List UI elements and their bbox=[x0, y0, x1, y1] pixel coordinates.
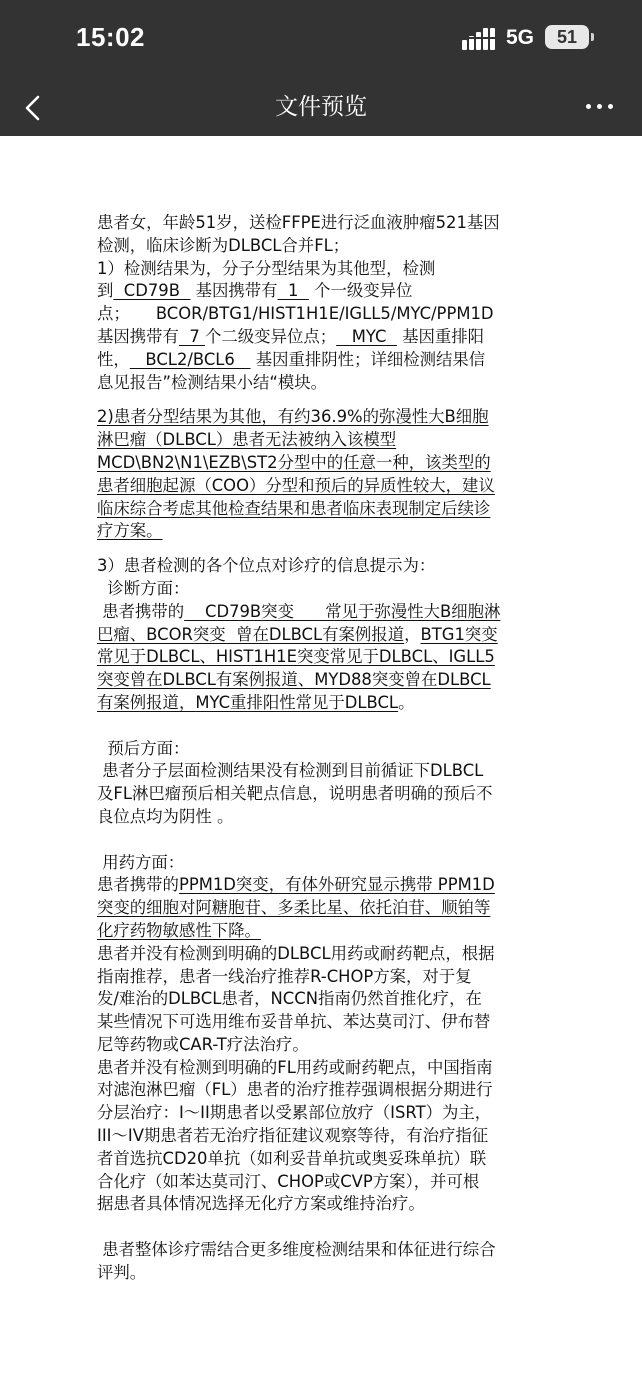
text-span: 基因重排阳 bbox=[396, 326, 485, 346]
text-line: 评判。 bbox=[97, 1262, 147, 1282]
text-span: 巴瘤、BCOR突变 曾在DLBCL有案例报道 bbox=[97, 624, 405, 644]
text-span: 化疗药物敏感性下降。 bbox=[97, 920, 261, 940]
gene-cd79b: CD79B bbox=[113, 281, 191, 301]
text-line bbox=[97, 874, 549, 897]
text-line: 检测，临床诊断为DLBCL合并FL； bbox=[97, 235, 350, 255]
text-line bbox=[97, 601, 549, 624]
text-line: 点； BCOR/BTG1/HIST1H1E/IGLL5/MYC/PPM1D bbox=[97, 304, 494, 324]
paragraph-diagnosis bbox=[97, 555, 549, 715]
paragraph-intro bbox=[97, 212, 549, 258]
battery-level: 51 bbox=[556, 27, 578, 47]
text-span: 疗方案。 bbox=[97, 521, 163, 541]
paragraph-conclusion bbox=[97, 1239, 549, 1285]
battery-nub bbox=[591, 33, 594, 41]
nav-bar bbox=[0, 78, 642, 136]
level2-count: 7 bbox=[178, 326, 206, 346]
text-line: 患者并没有检测到明确的DLBCL用药或耐药靶点，根据 bbox=[97, 943, 495, 963]
text-line bbox=[97, 692, 549, 715]
text-line: 及FL淋巴瘤预后相关靶点信息，说明患者明确的预后不 bbox=[97, 784, 493, 804]
text-line: 者首选抗CD20单抗（如利妥昔单抗或奥妥珠单抗）联 bbox=[97, 1148, 487, 1168]
section-heading: 用药方面： bbox=[97, 852, 185, 872]
text-line bbox=[97, 452, 549, 475]
text-span: 突变曾在DLBCL有案例报道、MYD88突变曾在DLBCL bbox=[97, 670, 491, 690]
text-span: 淋巴瘤（DLBCL）患者无法被纳入该模型 bbox=[97, 430, 397, 450]
text-line bbox=[97, 897, 549, 920]
text-line bbox=[97, 429, 549, 452]
text-line bbox=[97, 280, 549, 303]
gene-bcl2-bcl6: BCL2/BCL6 bbox=[129, 349, 251, 369]
paragraph-medication bbox=[97, 852, 549, 1217]
text-span: ， bbox=[404, 624, 421, 644]
paragraph-subtype bbox=[97, 406, 549, 543]
text-line: 患者女，年龄51岁，送检FFPE进行泛血液肿瘤521基因 bbox=[97, 213, 500, 232]
text-line bbox=[97, 920, 549, 943]
text-line: 息见报告”检测结果小结“模块。 bbox=[97, 372, 328, 392]
gene-myc: MYC bbox=[336, 326, 397, 346]
text-span: 性， bbox=[97, 349, 130, 369]
text-span: 基因携带有 bbox=[97, 326, 179, 346]
text-line: 据患者具体情况选择无化疗方案或维持治疗。 bbox=[97, 1194, 425, 1214]
text-line: 对滤泡淋巴瘤（FL）患者的治疗推荐强调根据分期进行 bbox=[97, 1080, 493, 1100]
text-span: 。 bbox=[398, 692, 415, 712]
text-line: 良位点均为阴性 。 bbox=[97, 806, 234, 826]
text-span: MYC重排阳性常见于DLBCL bbox=[195, 692, 399, 712]
text-span: 临床综合考虑其他检查结果和患者临床表现制定后续诊 bbox=[97, 498, 491, 518]
more-options-icon[interactable] bbox=[582, 92, 618, 122]
status-bar bbox=[0, 0, 642, 78]
text-line bbox=[97, 326, 549, 349]
text-span: 患者细胞起源（COO）分型和预后的异质性较大，建议 bbox=[97, 475, 495, 495]
paragraph-prognosis bbox=[97, 738, 549, 829]
text-span: 个一级变异位 bbox=[308, 281, 413, 301]
text-span: 基因重排阴性；详细检测结果信 bbox=[250, 349, 486, 369]
text-line: 尼等药物或CAR-T疗法治疗。 bbox=[97, 1034, 309, 1054]
text-line bbox=[97, 406, 549, 429]
text-span: 基因携带有 bbox=[190, 281, 278, 301]
signal-strength-icon bbox=[462, 28, 496, 50]
text-span: 到 bbox=[97, 281, 114, 301]
text-span: 突变的细胞对阿糖胞苷、多柔比星、依托泊苷、顺铂等 bbox=[97, 898, 491, 918]
text-line bbox=[97, 624, 549, 647]
text-line: 合化疗（如苯达莫司汀、CHOP或CVP方案），并可根 bbox=[97, 1171, 480, 1191]
section-heading: 诊断方面： bbox=[97, 578, 190, 598]
text-line: 分层治疗：I～II期患者以受累部位放疗（ISRT）为主， bbox=[97, 1103, 492, 1123]
section-heading: 预后方面： bbox=[97, 738, 190, 758]
text-line: 患者分子层面检测结果没有检测到目前循证下DLBCL bbox=[97, 761, 484, 781]
text-span: 常见于DLBCL、HIST1H1E突变常见于DLBCL、IGLL5 bbox=[97, 647, 495, 667]
battery-icon bbox=[545, 25, 589, 49]
text-line: 1）检测结果为，分子分型结果为其他型，检测 bbox=[97, 258, 436, 278]
text-line: 某些情况下可选用维布妥昔单抗、苯达莫司汀、伊布替 bbox=[97, 1012, 491, 1032]
text-span: 患者携带的 bbox=[97, 601, 185, 621]
text-line bbox=[97, 669, 549, 692]
page-title: 文件预览 bbox=[275, 94, 367, 120]
text-line bbox=[97, 498, 549, 521]
text-span: 个二级变异位点； bbox=[205, 326, 337, 346]
gene-cd79b: CD79B突变 bbox=[184, 601, 315, 621]
text-line: 发/难治的DLBCL患者，NCCN指南仍然首推化疗，在 bbox=[97, 989, 482, 1009]
network-type: 5G bbox=[506, 26, 535, 49]
text-span: 有案例报道， bbox=[97, 692, 196, 712]
text-span: 患者携带的 bbox=[97, 875, 179, 895]
text-span: PPM1D突变，有体外研究显示携带 PPM1D bbox=[178, 875, 495, 895]
text-span: 2)患者分型结果为其他，有约36.9%的弥漫性大B细胞 bbox=[97, 407, 489, 427]
level1-count: 1 bbox=[277, 281, 309, 301]
paragraph-results bbox=[97, 258, 549, 395]
text-line: 指南推荐，患者一线治疗推荐R-CHOP方案，对于复 bbox=[97, 966, 472, 986]
text-line bbox=[97, 646, 549, 669]
text-line bbox=[97, 475, 549, 498]
text-line: 患者整体诊疗需结合更多维度检测结果和体征进行综合 bbox=[97, 1240, 496, 1260]
document-content bbox=[97, 212, 549, 1285]
status-time: 15:02 bbox=[76, 22, 145, 52]
text-span: MCD\BN2\N1\EZB\ST2分型中的任意一种，该类型的 bbox=[97, 452, 491, 472]
text-line bbox=[97, 520, 549, 543]
section-heading: 3）患者检测的各个位点对诊疗的信息提示为： bbox=[97, 556, 436, 576]
text-line bbox=[97, 349, 549, 372]
text-line: 患者并没有检测到明确的FL用药或耐药靶点，中国指南 bbox=[97, 1057, 493, 1077]
text-span: BTG1突变 bbox=[420, 624, 498, 644]
text-line: III～IV期患者若无治疗指征建议观察等待，有治疗指征 bbox=[97, 1126, 489, 1146]
text-span: 常见于弥漫性大B细胞淋 bbox=[314, 601, 501, 621]
